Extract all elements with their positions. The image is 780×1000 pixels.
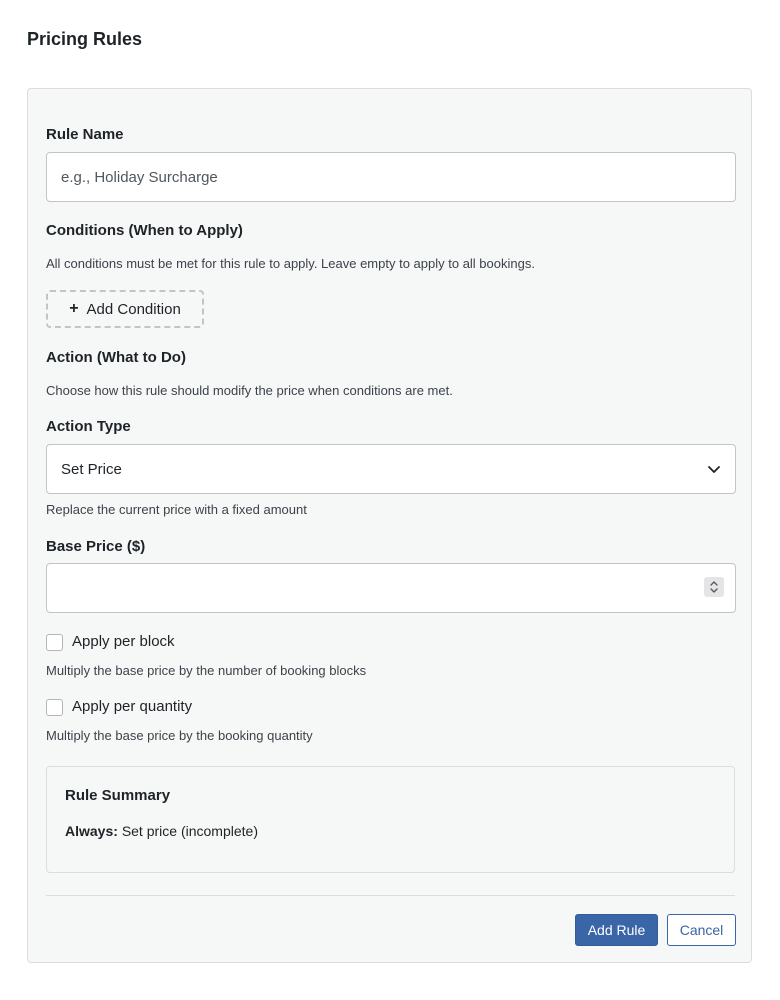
add-rule-button[interactable]: Add Rule [575,914,658,946]
rule-name-label: Rule Name [46,126,124,143]
page-title: Pricing Rules [27,29,143,49]
apply-per-block-label[interactable]: Apply per block [72,633,175,650]
action-type-help-text: Replace the current price with a fixed amount [46,502,307,517]
rule-summary-box [46,766,735,873]
action-help-text: Choose how this rule should modify the price when conditions are met. [46,383,453,398]
apply-per-block-checkbox[interactable] [46,634,63,651]
apply-per-quantity-help-text: Multiply the base price by the booking quantity [46,728,313,743]
chevron-down-icon [707,462,721,476]
cancel-button[interactable]: Cancel [667,914,736,946]
rule-summary-description: Set price (incomplete) [121,823,258,839]
apply-per-quantity-checkbox[interactable] [46,699,63,716]
action-type-label: Action Type [46,418,131,435]
base-price-label: Base Price ($) [46,538,146,555]
number-stepper-icon[interactable] [704,577,724,597]
apply-per-quantity-label[interactable]: Apply per quantity [72,698,193,715]
base-price-field [46,563,736,613]
add-condition-label: Add Condition [86,300,181,318]
action-label: Action (What to Do) [46,349,186,366]
add-condition-button[interactable] [46,290,204,328]
action-type-selected-value: Set Price [61,460,122,478]
rule-form-panel [27,88,752,963]
conditions-help-text: All conditions must be met for this rule to apply. Leave empty to apply to all bookings. [46,256,535,271]
rule-summary-text [65,823,258,839]
conditions-label: Conditions (When to Apply) [46,222,243,239]
rule-summary-prefix: Always: [65,823,118,839]
rule-summary-title: Rule Summary [65,787,171,804]
rule-name-input[interactable] [46,152,736,202]
footer-divider [46,895,735,896]
base-price-input[interactable] [46,563,736,613]
apply-per-block-help-text: Multiply the base price by the number of booking blocks [46,663,367,678]
plus-icon: + [69,300,79,317]
action-type-select[interactable] [46,444,736,494]
